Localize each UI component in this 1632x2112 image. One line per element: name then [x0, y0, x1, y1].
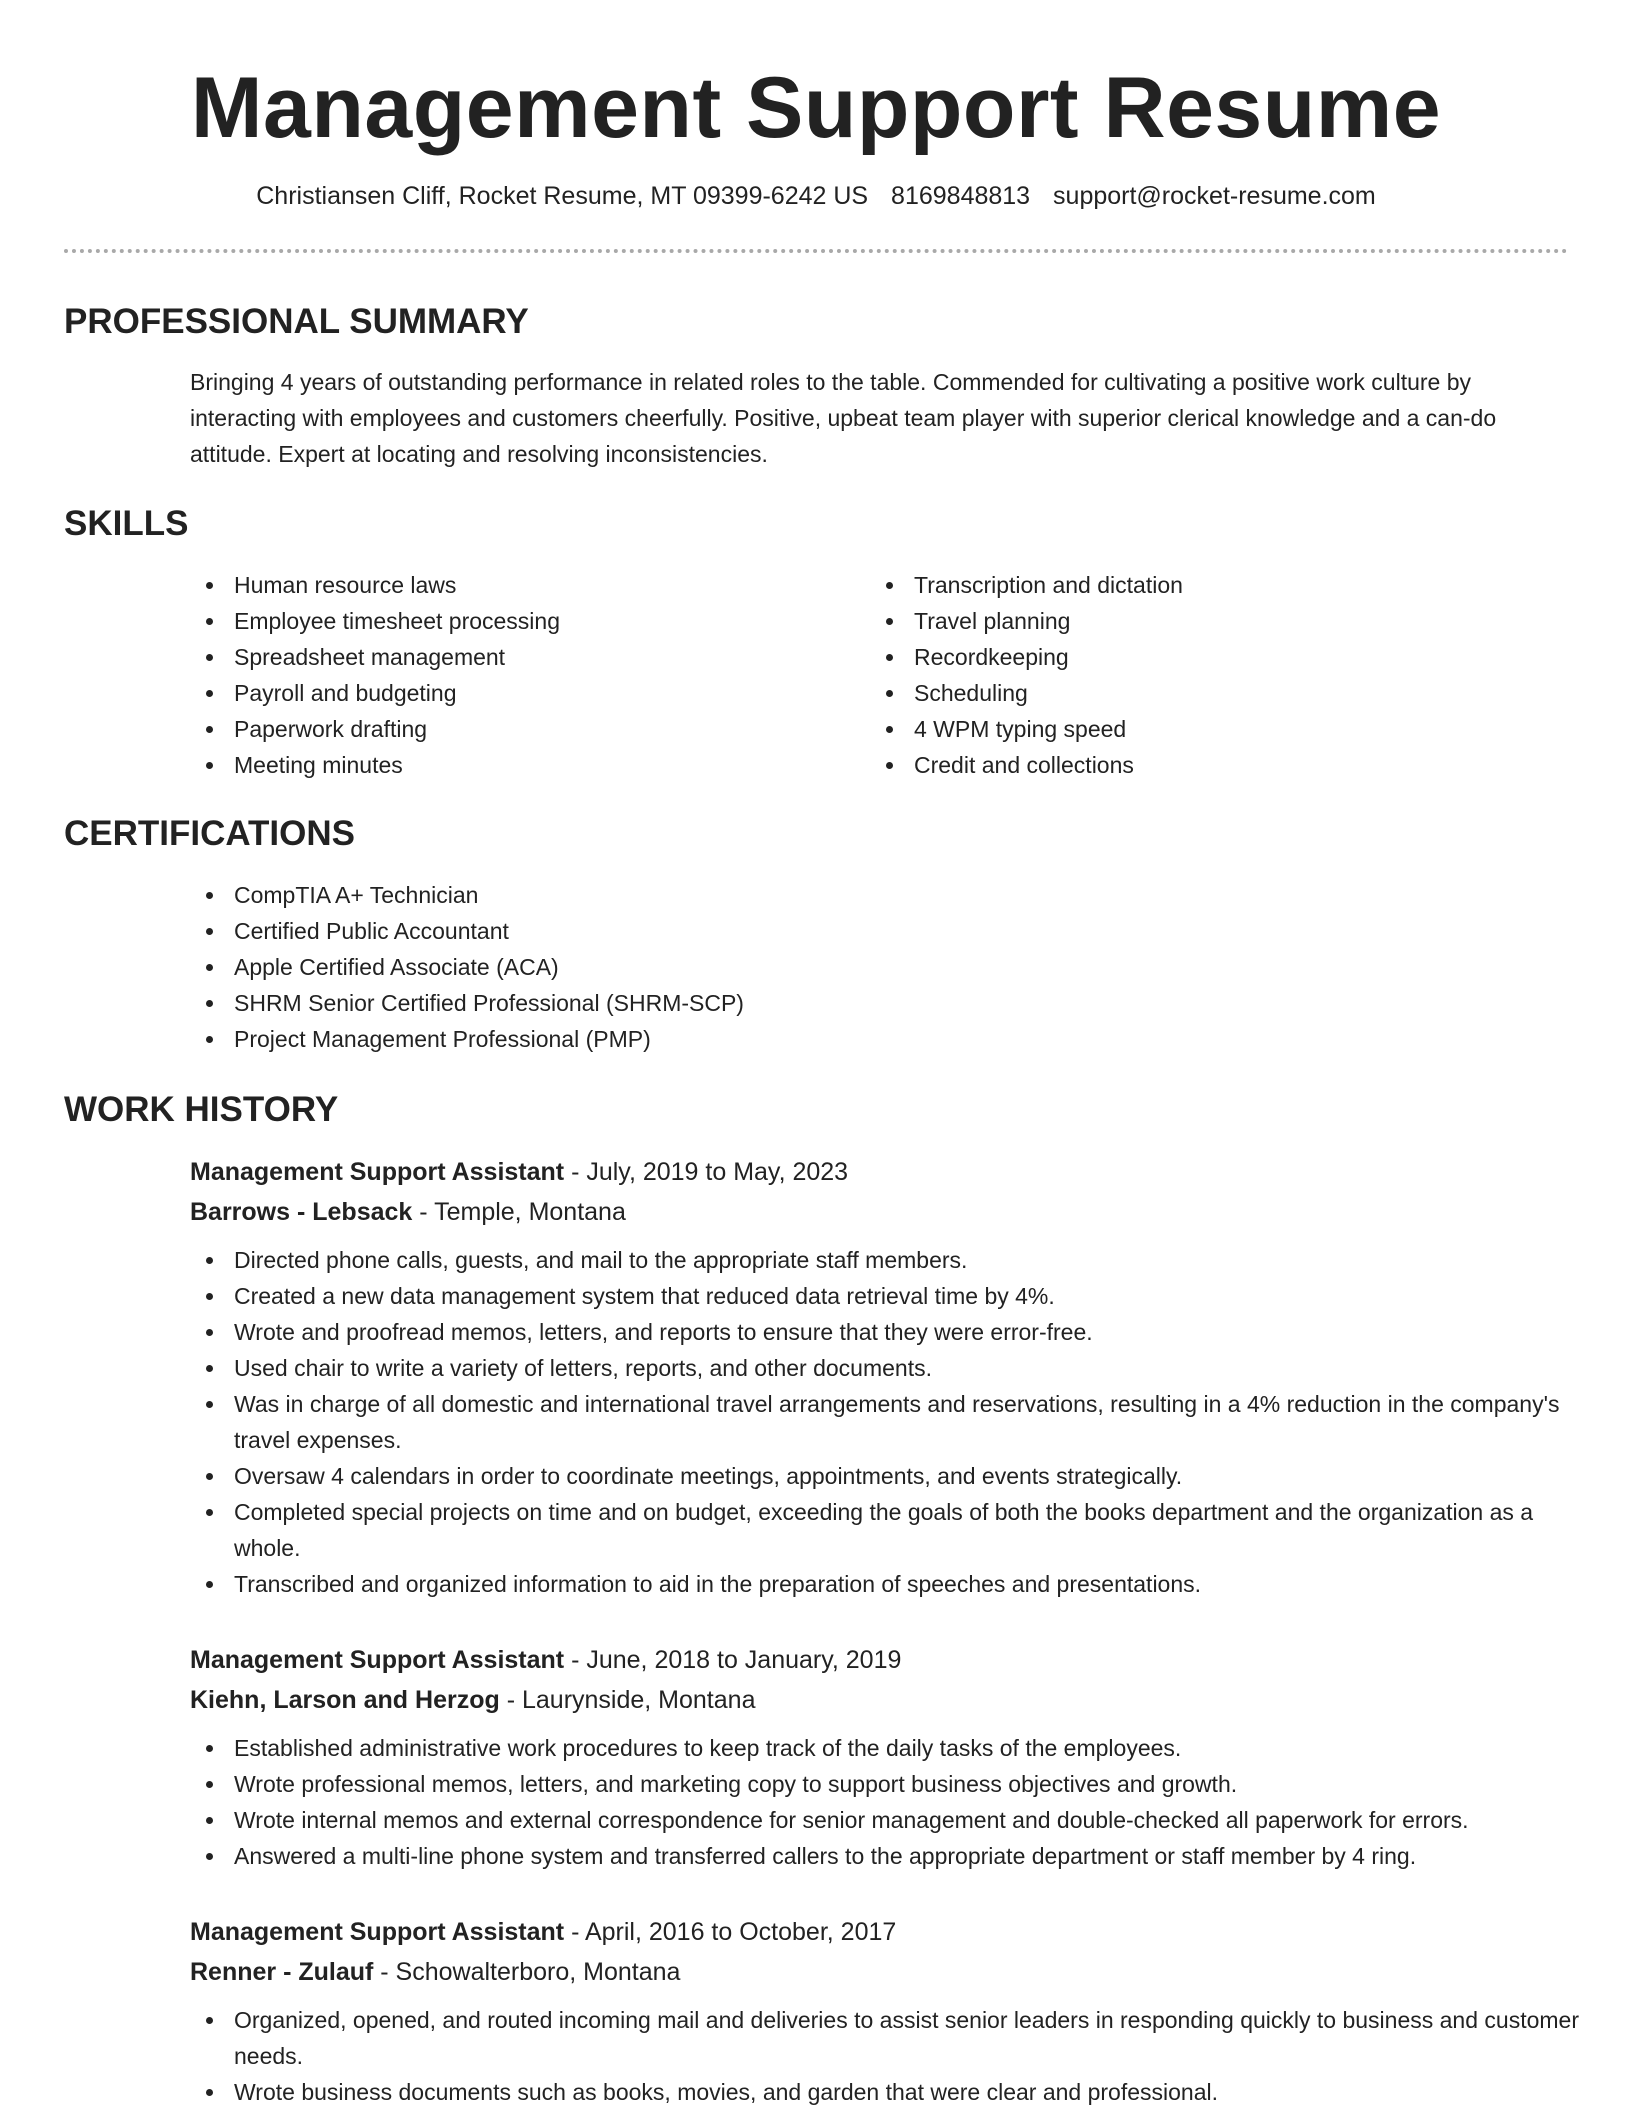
job-bullet: Created a new data management system that reduced data retrieval time by 4%. — [190, 1278, 1590, 1314]
skill-item: Paperwork drafting — [190, 711, 830, 747]
resume-page — [64, 0, 1579, 2105]
job-company-line — [190, 1192, 1590, 1232]
certification-item: Certified Public Accountant — [190, 913, 1490, 949]
job-location: - Temple, Montana — [412, 1198, 626, 1226]
contact-email: support@rocket-resume.com — [1053, 182, 1376, 210]
skill-item: Credit and collections — [870, 747, 1510, 783]
skill-item: Spreadsheet management — [190, 639, 830, 675]
job-company-line — [190, 1680, 1590, 1720]
job-location: - Laurynside, Montana — [499, 1686, 756, 1714]
job-bullet: Established administrative work procedures to keep track of the daily tasks of the employees. — [190, 1730, 1590, 1766]
job-location: - Schowalterboro, Montana — [373, 1958, 681, 1986]
certifications-list — [190, 877, 1490, 1057]
job-bullet: Directed phone calls, guests, and mail to the appropriate staff members. — [190, 1242, 1590, 1278]
skills-list-right — [870, 567, 1510, 783]
job-dates: - April, 2016 to October, 2017 — [564, 1918, 897, 1946]
job-entry — [190, 1640, 1590, 1874]
job-title: Management Support Assistant — [190, 1918, 565, 1946]
skill-item: Transcription and dictation — [870, 567, 1510, 603]
job-bullet: Wrote and proofread memos, letters, and reports to ensure that they were error-free. — [190, 1314, 1590, 1350]
certification-item: Apple Certified Associate (ACA) — [190, 949, 1490, 985]
certification-item: CompTIA A+ Technician — [190, 877, 1490, 913]
skill-item: Recordkeeping — [870, 639, 1510, 675]
summary-text: Bringing 4 years of outstanding performance in related roles to the table. Commended for cultivating a positive work culture by interacting with employees and customers cheerfully. Positive, upbeat team player with superior clerical knowledge and a can-do attitude. Expert at locating and resolving inconsistencies. — [190, 369, 1497, 467]
skill-item: Employee timesheet processing — [190, 603, 830, 639]
skill-item: Human resource laws — [190, 567, 830, 603]
job-bullet: Oversaw 4 calendars in order to coordinate meetings, appointments, and events strategically. — [190, 1458, 1590, 1494]
skills-list-left — [190, 567, 830, 783]
skill-item: Scheduling — [870, 675, 1510, 711]
job-company: Kiehn, Larson and Herzog — [190, 1686, 500, 1714]
certifications-heading: CERTIFICATIONS — [64, 814, 356, 853]
skill-item: 4 WPM typing speed — [870, 711, 1510, 747]
job-bullets — [190, 1730, 1590, 1874]
job-bullet: Answered a multi-line phone system and transferred callers to the appropriate department or staff member by 4 ring. — [190, 1838, 1590, 1874]
certification-item: SHRM Senior Certified Professional (SHRM-SCP) — [190, 985, 1490, 1021]
job-bullets — [190, 1242, 1590, 1602]
job-entry — [190, 1912, 1590, 2110]
job-dates: - July, 2019 to May, 2023 — [564, 1158, 849, 1186]
certification-item: Project Management Professional (PMP) — [190, 1021, 1490, 1057]
work-history-heading: WORK HISTORY — [64, 1090, 339, 1129]
skill-item: Payroll and budgeting — [190, 675, 830, 711]
job-title-line — [190, 1152, 1590, 1192]
job-bullet: Wrote professional memos, letters, and marketing copy to support business objectives and growth. — [190, 1766, 1590, 1802]
header-divider — [64, 249, 1568, 253]
job-bullet: Transcribed and organized information to aid in the preparation of speeches and presentations. — [190, 1566, 1590, 1602]
job-bullet: Wrote business documents such as books, movies, and garden that were clear and professional. — [190, 2074, 1590, 2110]
job-title-line — [190, 1912, 1590, 1952]
job-bullet: Completed special projects on time and on budget, exceeding the goals of both the books department and the organization as a whole. — [190, 1494, 1590, 1566]
skill-item: Meeting minutes — [190, 747, 830, 783]
resume-title: Management Support Resume — [190, 60, 1442, 156]
job-company: Barrows - Lebsack — [190, 1198, 413, 1226]
job-bullets — [190, 2002, 1590, 2110]
job-company: Renner - Zulauf — [190, 1958, 374, 1986]
contact-phone: 8169848813 — [891, 182, 1031, 210]
job-title: Management Support Assistant — [190, 1646, 565, 1674]
job-title-line — [190, 1640, 1590, 1680]
job-dates: - June, 2018 to January, 2019 — [564, 1646, 902, 1674]
contact-address: Christiansen Cliff, Rocket Resume, MT 09399-6242 US — [256, 182, 869, 210]
job-bullet: Was in charge of all domestic and international travel arrangements and reservations, resulting in a 4% reduction in the company's travel expenses. — [190, 1386, 1590, 1458]
job-bullet: Used chair to write a variety of letters, reports, and other documents. — [190, 1350, 1590, 1386]
job-company-line — [190, 1952, 1590, 1992]
job-bullet: Wrote internal memos and external correspondence for senior management and double-checked all paperwork for errors. — [190, 1802, 1590, 1838]
summary-heading: PROFESSIONAL SUMMARY — [64, 302, 529, 341]
skill-item: Travel planning — [870, 603, 1510, 639]
skills-heading: SKILLS — [64, 504, 189, 543]
contact-line — [64, 180, 1568, 212]
job-bullet: Organized, opened, and routed incoming mail and deliveries to assist senior leaders in responding quickly to business and customer needs. — [190, 2002, 1590, 2074]
job-title: Management Support Assistant — [190, 1158, 565, 1186]
job-entry — [190, 1152, 1590, 1602]
